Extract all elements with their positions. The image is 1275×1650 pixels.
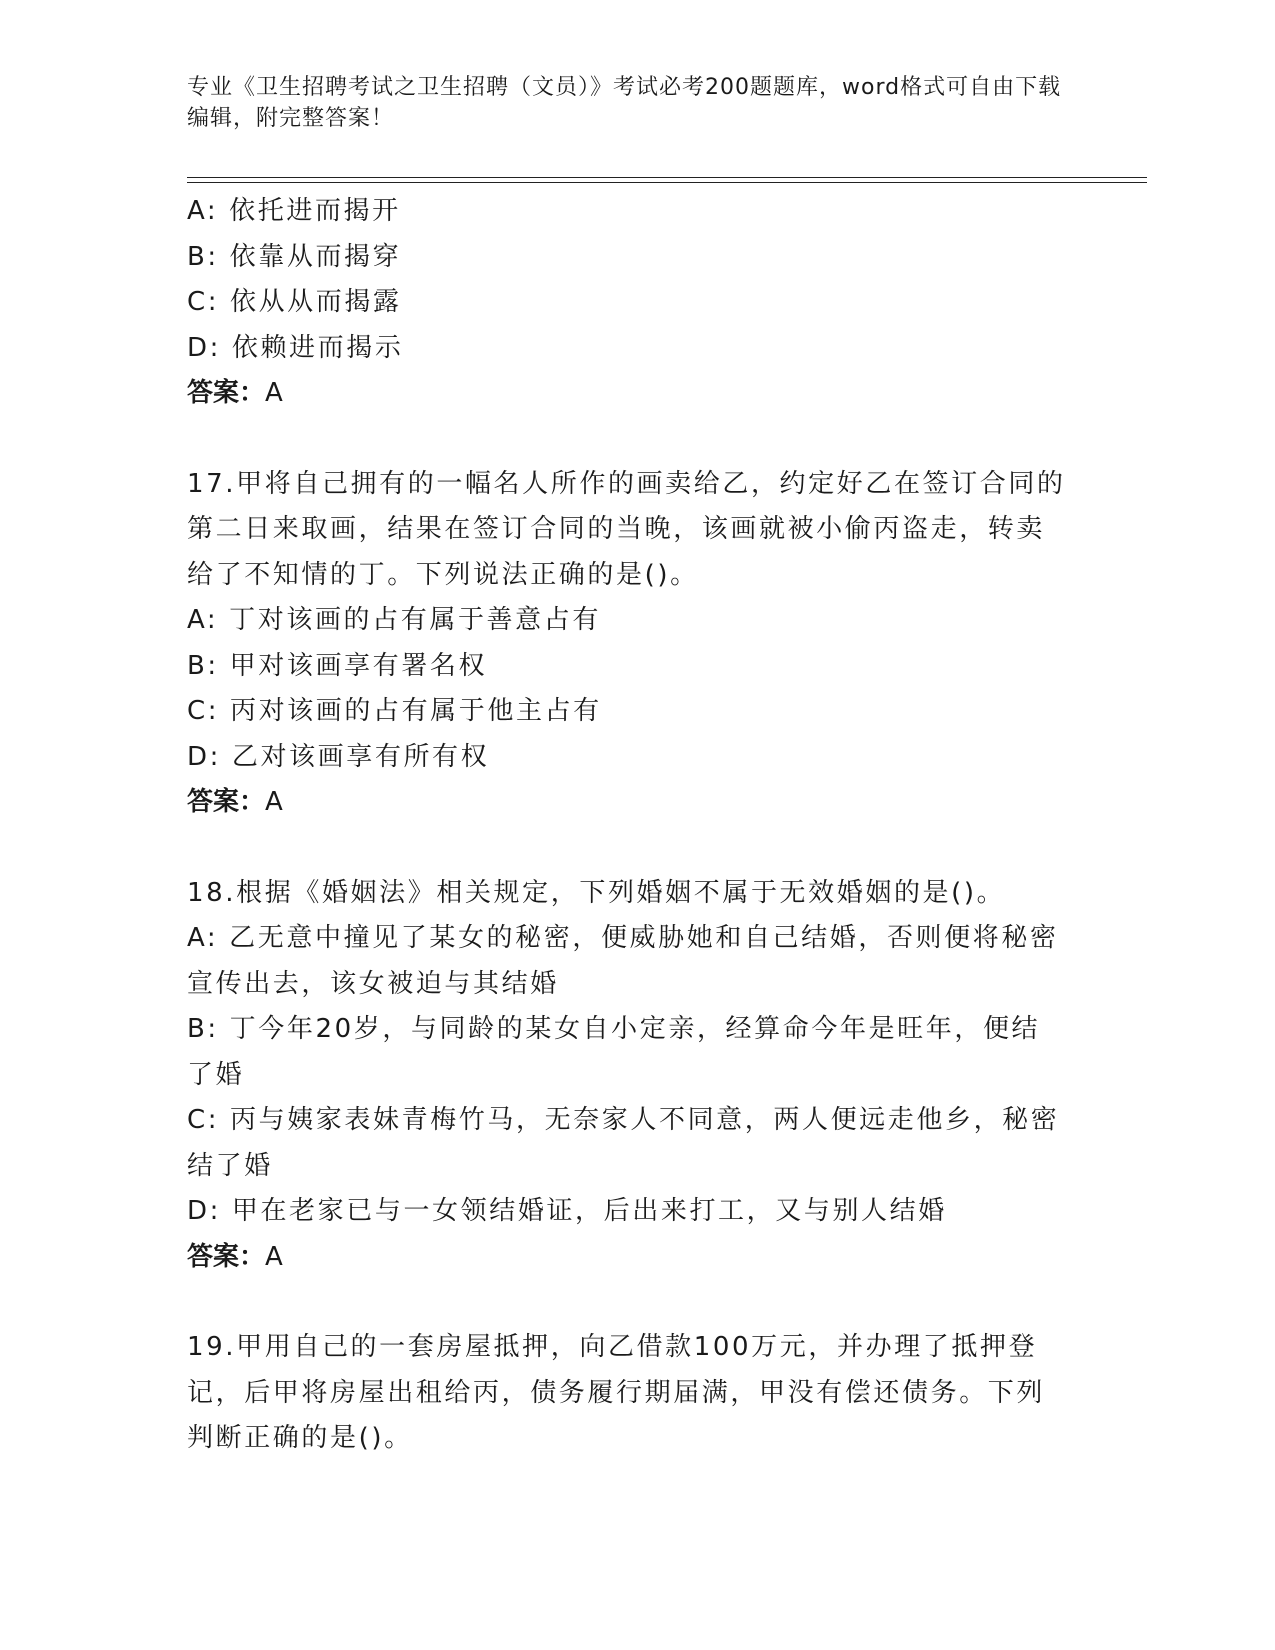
option-a: A: 依托进而揭开	[187, 196, 401, 226]
question-text: 19.甲用自己的一套房屋抵押，向乙借款100万元，并办理了抵押登记，后甲将房屋出租给丙，债务履行期届满，甲没有偿还债务。下列判断正确的是()。	[187, 1332, 1046, 1453]
document-header: 专业《卫生招聘考试之卫生招聘（文员）》考试必考200题题库，word格式可自由下载编辑，附完整答案！	[187, 75, 1062, 131]
option-c: C: 依从从而揭露	[187, 287, 402, 317]
answer-value: A	[265, 787, 283, 817]
answer-line	[187, 371, 1077, 417]
option-d: D: 甲在老家已与一女领结婚证，后出来打工，又与别人结婚	[187, 1196, 947, 1226]
answer-label: 答案：	[187, 378, 266, 408]
option-c: C: 丙对该画的占有属于他主占有	[187, 696, 602, 726]
option-c: C: 丙与姨家表妹青梅竹马，无奈家人不同意，两人便远走他乡，秘密结了婚	[187, 1105, 1060, 1181]
question-block-18	[187, 871, 1077, 1281]
option-d: D: 依赖进而揭示	[187, 332, 404, 363]
option-b: B: 丁今年20岁，与同龄的某女自小定亲，经算命今年是旺年，便结了婚	[187, 1014, 1041, 1090]
option-a: A: 乙无意中撞见了某女的秘密，便威胁她和自己结婚，否则便将秘密宣传出去，该女被迫与其结婚	[187, 923, 1059, 999]
question-text: 17.甲将自己拥有的一幅名人所作的画卖给乙，约定好乙在签订合同的第二日来取画，结果在签订合同的当晚，该画就被小偷丙盗走，转卖给了不知情的丁。下列说法正确的是()。	[187, 468, 1066, 590]
header-divider	[187, 177, 1147, 183]
question-block-17	[187, 462, 1077, 826]
answer-label: 答案：	[187, 1241, 266, 1272]
question-block-16	[187, 189, 1077, 417]
option-b: B: 甲对该画享有署名权	[187, 650, 488, 681]
option-d: D: 乙对该画享有所有权	[187, 741, 490, 772]
question-block-19	[187, 1325, 1077, 1462]
answer-label: 答案：	[187, 787, 266, 817]
option-b: B: 依靠从而揭穿	[187, 241, 402, 272]
answer-value: A	[265, 1241, 283, 1272]
answer-value: A	[265, 378, 283, 408]
answer-line	[187, 780, 1077, 826]
question-list	[187, 189, 1077, 1462]
question-text: 18.根据《婚姻法》相关规定，下列婚姻不属于无效婚姻的是()。	[187, 877, 1006, 908]
answer-line	[187, 1235, 1077, 1281]
option-a: A: 丁对该画的占有属于善意占有	[187, 605, 601, 635]
